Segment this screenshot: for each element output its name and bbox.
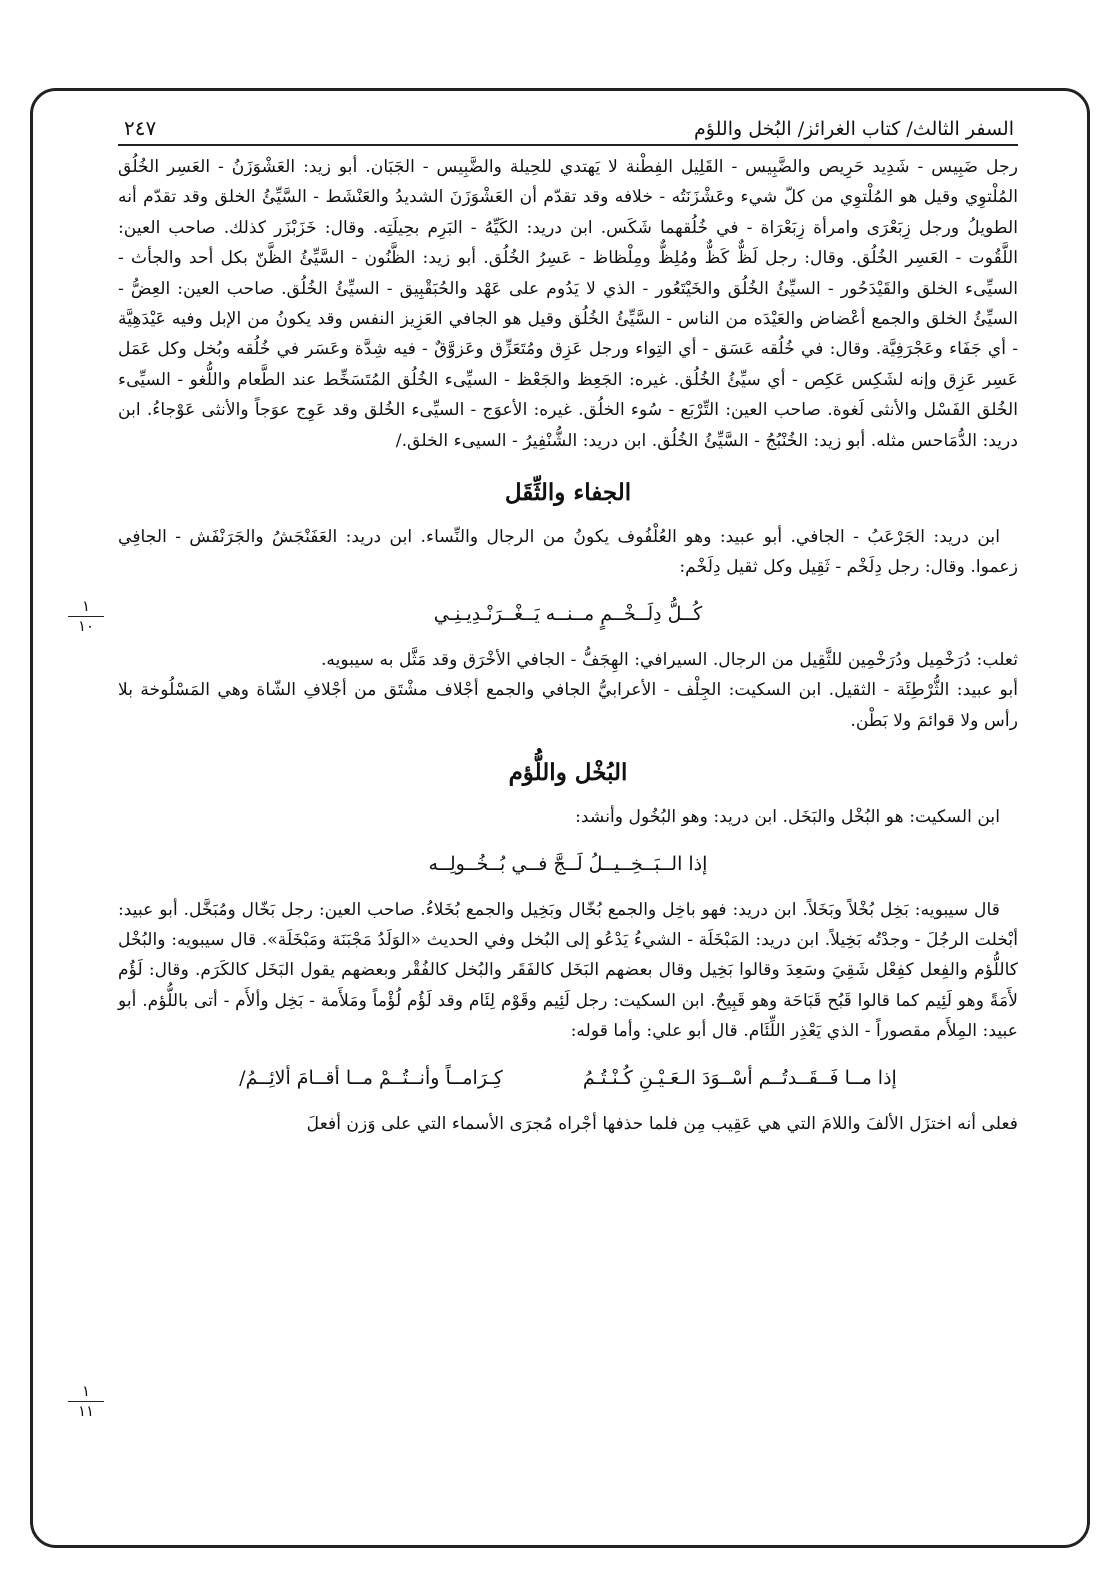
body-paragraph: ثعلب: دُرَخْمِيل ودُرَخْمِين للثَّقِيل من الرجال. السيرافي: الهِجَفُّ - الجافي الأخْرَق وقد مَثَّل به سيبويه. xyxy=(320,649,1018,670)
body-paragraph: ابن السكيت: هو البُخْل والبَخَل. ابن دريد: وهو البُخُول وأنشد: xyxy=(575,807,1000,828)
margin-note-numerator: ١ xyxy=(68,1383,104,1402)
body-paragraph: فعلى أنه اختزَل الألفَ واللامَ التي هي عَقِيب مِن فلما حذفها أجْراه مُجرَى الأسماء التي على وَزن أفعلَ xyxy=(306,1113,1018,1134)
page-body xyxy=(118,152,1018,1139)
running-title: السفر الثالث/ كتاب الغرائز/ البُخل واللؤم xyxy=(694,118,1014,140)
verse-couplet xyxy=(118,1061,1018,1095)
verse-line: كُــلُّ دِلَــخْــمٍ مــنــه يَــغْــرَنْـدِيـنِـي xyxy=(433,602,703,625)
section-heading: الجفاء والثِّقَل xyxy=(504,479,632,507)
body-paragraph: رجل ضَبِيس - شَدِيد حَرِيص والضَّبِيس - القَلِيل الفِطْنة لا يَهتدي للحِيلة والضَّبِيس - الجَبَان. أبو زيد: العَشْوَزَنُ - العَسِر الخُلُق المُلْتوِي وقيل هو المُلْتوِي من كلّ شيء وعَشْزَنَتُه - خلافه وقد تقدّم أن العَشْوَزَنَ الشديدُ والعَنْشَط - السَّيِّئُ الخلق وقد تقدّم أنه الطويلُ ورجل زِبَعْرَى وامرأة زِبَعْرَاة - في خُلُقهما شَكَس. ابن دريد: الكَيِّهُ - البَرِم بحِيلَتِه. وقال: خَزَبْزَر كذلك. صاحب العين: اللَّقُوت - العَسِر الخُلُق. وقال: رجل لَظٌّ كَظٌّ ومُلِظٌّ ومِلْظاظ - عَسِرُ الخُلُق. أبو زيد: الظَّنُون - السَّيِّئُ الظَّنّ بكل أحد والجأث - السيِّىء الخلق والقَيْدَحُور - السيِّئُ الخُلُق والخَيْتَعُور - الذي لا يَدُوم على عَهْد والحُبَقْبِيق - السيِّئُ الخُلُق. صاحب العين: العِضُّ - السيِّئُ الخلق والجمع أعْضاض والعَيْدَه من الناس - السَّيِّئُ الخُلُق وقيل هو الجافي العَزِيز النفس وقد يكونُ من الإبل وفيه عَيْدَهِيَّة - أي جَفَاء وعَجْرَفِيَّة. وقال: في خُلُقه عَسَق - أي التِواء ورجل عَزِق ومُتَعَزِّق وعَزوَّقٌ - فيه شِدَّة وعَسَر في خُلُقه وبُخل وكل عَمَل عَسِر عَزِق وإنه لشَكِس عَكِص - أي سيِّئُ الخُلُق. غيره: الجَعِظ والجَعْظ - السيِّىء الخُلُق المُتَسَخِّط عند الطَّعام واللُّغو - السيِّىء الخُلق الفَسْل والأنثى لَغوة. صاحب العين: التِّرْبَع - سُوء الخلُق. غيره: الأعوَج - السيِّىء الخُلق وقد عَوِج عوَجاً والأنثى عَوْجاءُ. ابن دريد: الدُّمَاحس مثله. أبو زيد: الخُنْبُجُ - السَّيِّئُ الخُلُق. ابن دريد: الشُّنْفِيرُ - السيىء الخلق./ xyxy=(118,157,1019,451)
body-paragraph: أبو عبيد: الثُّرْطِئَة - الثقيل. ابن السكيت: الجِلْف - الأعرابيُّ الجافي والجمع أجْلاف مشْتَق من أجْلافِ الشّاة وهي المَسْلُوخة بلا رأس ولا قوائمَ ولا بَطْن. xyxy=(118,680,1018,731)
body-paragraph: قال سيبويه: بَخِل بُخْلاً وبَخَلاً. ابن دريد: فهو باخِل والجمع بُخّال وبَخِيل والجمع بُخَلاءُ. صاحب العين: رجل بَخّال ومُبَخَّل. أبو عبيد: أبْخلت الرجُلَ - وجدْتُه بَخِيلاً. ابن دريد: المَبْخَلَة - الشيءُ يَدْعُو إلى البُخل وفي الحديث «الوَلَدُ مَجْبَنَة ومَبْخَلَة». قال سيبويه: والبُخْل كاللُّؤم والفِعل كفِعْل شَقِيَ وسَعِدَ وقالوا بَخِيل وقال بعضهم البَخَل كالفَقَر والبُخل كالفُقْر وبعضهم يقول البَخَل كالكَرَم. وقال: لَؤُم لأَمَةً وهو لَئِيم كما قالوا قَبُح قَبَاحَة وهو قَبِيحٌ. ابن السكيت: رجل لَئِيم وقَوْم لِئَام وقد لَؤُم لُؤْماً ومَلأَمة - بَخِل وألأَم - أتى باللُّؤم. أبو عبيد: المِلأَم مقصوراً - الذي يَعْذِر اللِّئَام. قال أبو علي: وأما قوله: xyxy=(118,899,1018,1042)
page-number: ٢٤٧ xyxy=(124,116,157,140)
verse-line: إذا الــبَــخِــيــلُ لَــجَّ فــي بُــخُــولِــه xyxy=(428,852,708,875)
margin-folio-note xyxy=(68,1383,104,1420)
verse-second-hemistich: كِـرَامــاً وأنــتُــمْ مــا أقــامَ ألائِــمُ/ xyxy=(239,1066,503,1089)
margin-note-denominator: ١١ xyxy=(77,1402,95,1420)
page-header xyxy=(118,110,1018,146)
margin-note-numerator: ١ xyxy=(68,598,104,617)
margin-folio-note xyxy=(68,598,104,635)
margin-note-denominator: ١٠ xyxy=(77,617,95,635)
body-paragraph: ابن دريد: الجَرْعَبُ - الجافي. أبو عبيد: وهو العُلْفُوف يكونُ من الرجال والنِّساء. ابن دريد: العَفَنْجَشُ والجَرَنْفَش - الجافِي زعموا. وقال: رجل دِلَخْم - ثَقِيل وكل ثقيل دِلَخْم: xyxy=(118,527,1018,578)
section-heading: البُخْل واللُّؤم xyxy=(508,759,628,787)
verse-first-hemistich: إذا مــا فَــقَــدتُــم أسْــوَدَ الـعَـيْـنِ كُـنْـتُـمُ xyxy=(582,1066,897,1089)
